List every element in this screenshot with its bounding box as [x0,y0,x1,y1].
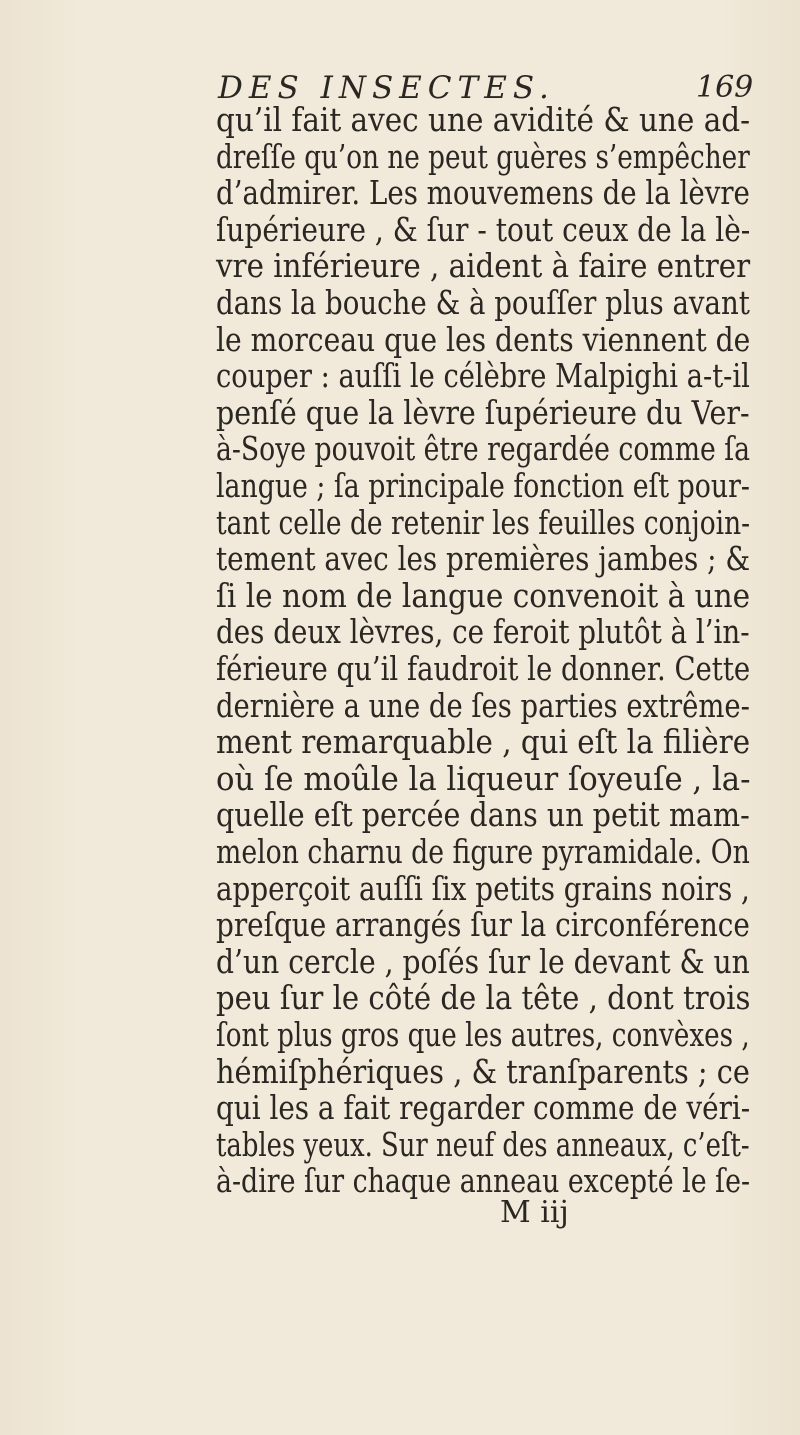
text-line: melon charnu de figure pyramidale. On [216,833,750,871]
text-line: apperçoit auſſi ſix petits grains noirs , [216,869,750,908]
text-line: férieure qu’il faudroit le donner. Cette [216,650,751,688]
text-line: penſé que la lèvre ſupérieure du Ver- [216,393,750,432]
text-line: qu’il fait avec une avidité & une ad- [216,101,751,139]
text-line: à-dire ſur chaque anneau excepté le ſe- [216,1162,751,1201]
text-line: qui les a fait regarder comme de véri- [216,1089,751,1128]
text-line: vre inférieure , aident à faire entrer [216,247,751,286]
text-line: tement avec les premières jambes ; & [216,540,751,579]
text-line: langue ; ſa principale fonction eſt pour- [216,467,750,505]
page-number: 169 [696,70,754,105]
text-line: où ſe moûle la liqueur ſoyeuſe , la- [216,759,751,798]
text-line: dans la bouche & à pouſſer plus avant [216,284,750,322]
text-line: preſque arrangés ſur la circonférence [216,906,750,945]
running-title: DES INSECTES. [218,70,555,106]
text-line: couper : auſſi le célèbre Malpighi a-t-il [216,357,750,396]
text-line: tant celle de retenir les feuilles conjoin- [216,503,751,542]
text-line: ſupérieure , & ſur - tout ceux de la lè- [216,210,751,249]
text-line: quelle eſt percée dans un petit mam- [216,796,750,835]
text-line: le morceau que les dents viennent de [216,320,751,359]
text-line: dreſſe qu’on ne peut guères s’empêcher [216,137,750,176]
text-line: ſi le nom de langue convenoit à une [216,576,751,615]
text-line: des deux lèvres, ce feroit plutôt à l’in- [216,613,750,652]
signature-mark: M iij [500,1195,569,1230]
text-line: tables yeux. Sur neuf des anneaux, c’eſt- [216,1125,750,1164]
text-line: d’admirer. Les mouvemens de la lèvre [216,174,750,213]
text-line: à-Soye pouvoit être regardée comme ſa [216,430,750,469]
text-line: ſont plus gros que les autres, convèxes , [216,1016,750,1054]
text-line: d’un cercle , poſés ſur le devant & un [216,942,750,981]
text-line: hémiſphériques , & tranſparents ; ce [216,1052,750,1091]
text-line: peu ſur le côté de la tête , dont trois [216,979,751,1018]
text-line: ment remarquable , qui eſt la filière [216,723,751,762]
text-line: dernière a une de ſes parties extrême- [216,686,750,725]
